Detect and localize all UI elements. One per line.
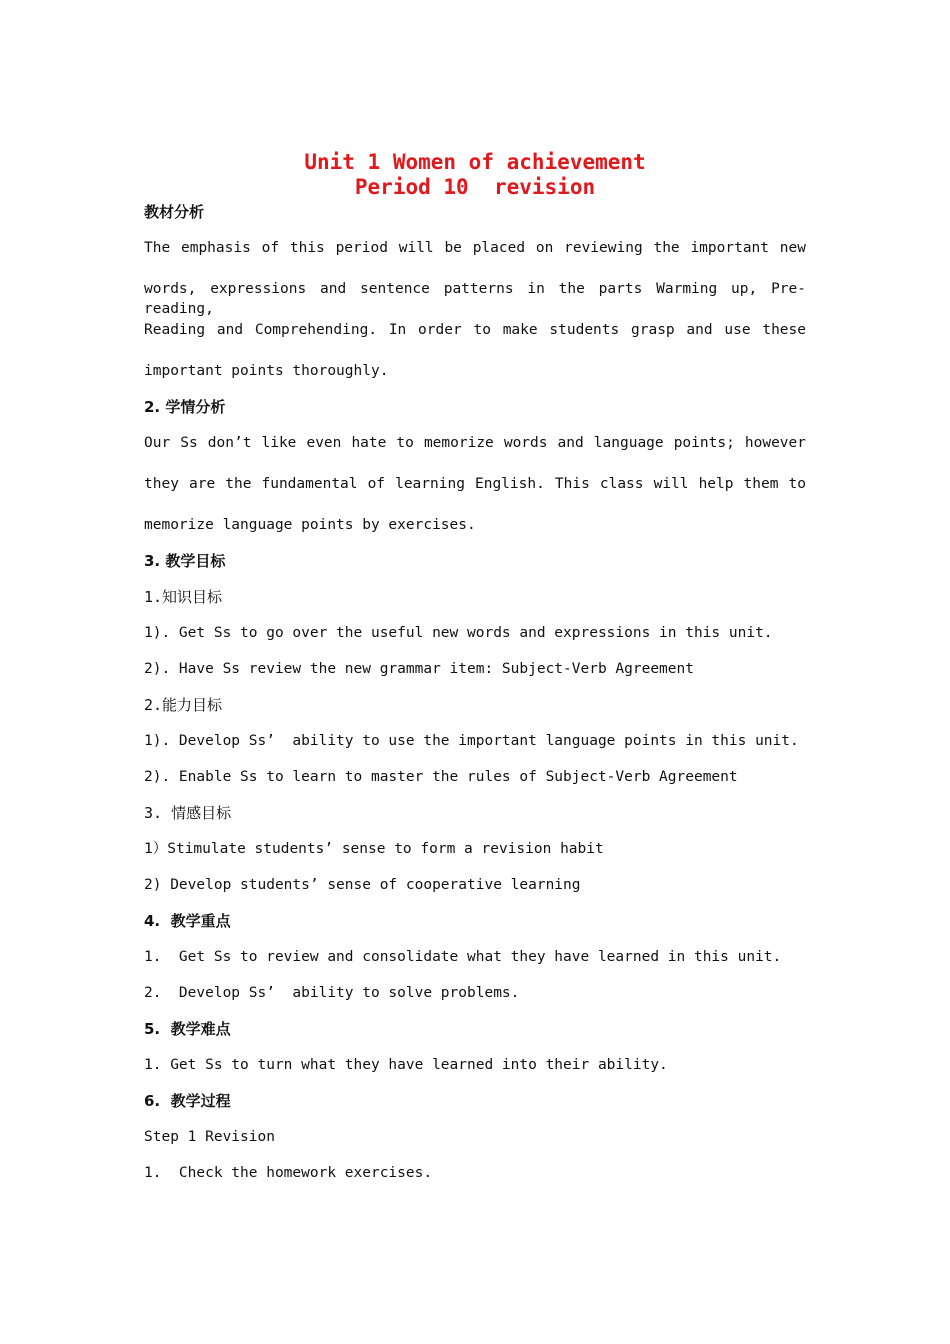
list-item: 1. Get Ss to turn what they have learned into their ability. xyxy=(144,1057,668,1073)
subheading-ability: 2.能力目标 xyxy=(144,696,223,714)
section-heading-difficult-points: 5. 教学难点 xyxy=(144,1020,231,1038)
subheading-knowledge: 1.知识目标 xyxy=(144,588,223,606)
section-heading-students: 2. 学情分析 xyxy=(144,398,226,416)
list-item: 1. Get Ss to review and consolidate what they have learned in this unit. xyxy=(144,949,782,965)
document-title-line2: Period 10 revision xyxy=(354,175,596,199)
section-heading-process: 6. 教学过程 xyxy=(144,1092,231,1110)
list-item: 2. Develop Ss’ ability to solve problems. xyxy=(144,985,520,1001)
list-item: 1. Check the homework exercises. xyxy=(144,1165,433,1181)
list-item: 2) Develop students’ sense of cooperative learning xyxy=(144,877,581,893)
paragraph-line: important points thoroughly. xyxy=(144,363,389,379)
paragraph-line: Reading and Comprehending. In order to make students grasp and use these xyxy=(144,322,806,338)
subheading-emotion: 3. 情感目标 xyxy=(144,804,232,822)
list-item: 1). Get Ss to go over the useful new words and expressions in this unit. xyxy=(144,625,773,641)
paragraph-line: Our Ss don’t like even hate to memorize words and language points; however xyxy=(144,435,806,451)
list-item: 1). Develop Ss’ ability to use the important language points in this unit. xyxy=(144,733,799,749)
paragraph-line: memorize language points by exercises. xyxy=(144,517,476,533)
list-item: 2). Enable Ss to learn to master the rules of Subject-Verb Agreement xyxy=(144,769,738,785)
paragraph-line: they are the fundamental of learning English. This class will help them to xyxy=(144,476,806,492)
paragraph-line: The emphasis of this period will be placed on reviewing the important new xyxy=(144,240,806,256)
section-heading-goals: 3. 教学目标 xyxy=(144,552,226,570)
paragraph-line: words, expressions and sentence patterns in the parts Warming up, Pre-reading, xyxy=(144,281,806,317)
step-title: Step 1 Revision xyxy=(144,1129,275,1145)
section-heading-key-points: 4. 教学重点 xyxy=(144,912,231,930)
list-item: 1）Stimulate students’ sense to form a revision habit xyxy=(144,841,604,857)
list-item: 2). Have Ss review the new grammar item: Subject-Verb Agreement xyxy=(144,661,694,677)
document-title-line1: Unit 1 Women of achievement xyxy=(304,150,646,174)
section-heading-textbook: 教材分析 xyxy=(144,203,205,221)
